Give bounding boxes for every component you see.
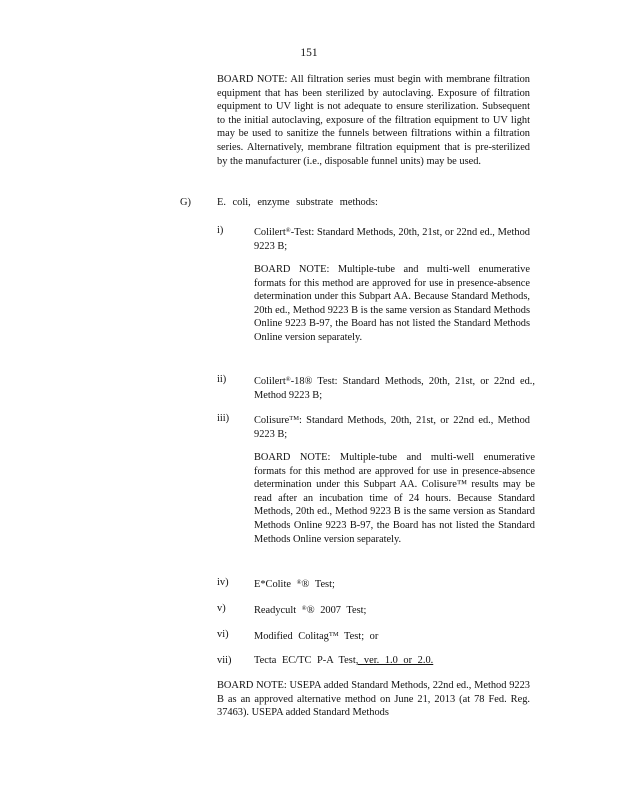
item-iv-text: ® Test; bbox=[301, 579, 335, 590]
section-g-heading: E. coli, enzyme substrate methods: bbox=[217, 197, 378, 208]
item-v-name: Readycult bbox=[254, 605, 297, 616]
item-v bbox=[254, 602, 366, 618]
item-label-iii: iii) bbox=[217, 413, 230, 424]
section-g-label: G) bbox=[180, 197, 191, 208]
board-note-colisure: BOARD NOTE: Multiple-tube and multi-well enumerative formats for this method are approved for use in presence-absence determination under this Subpart AA. Colisure™ results may be read after an incubation time of 24 hours. Because Standard Methods, 20th ed., Method 9223 B is the same version as Standard Methods Online 9223 B-97, the Board has not listed the Standard Methods Online version separately. bbox=[254, 452, 535, 545]
item-iv-name: E*Colite bbox=[254, 579, 291, 590]
item-ii-name: Colilert bbox=[254, 376, 286, 387]
item-i bbox=[254, 224, 530, 253]
item-iii-mark: TM bbox=[289, 415, 299, 422]
item-vii-text: , ver. 1.0 or 2.0. bbox=[355, 655, 434, 666]
item-vii-name: Tecta EC/TC P-A Test bbox=[254, 655, 356, 666]
item-ii bbox=[254, 373, 535, 402]
item-iii-name: Colisure bbox=[254, 415, 290, 426]
item-ii-text: -18® Test: Standard Methods, 20th, 21st, or 22nd ed., Method 9223 B; bbox=[254, 376, 535, 401]
item-vi-mark: TM bbox=[328, 631, 339, 638]
item-i-text: -Test: Standard Methods, 20th, 21st, or 22nd ed., Method 9223 B; bbox=[254, 227, 530, 252]
item-label-ii: ii) bbox=[217, 374, 227, 385]
item-vi-name: Modified Colitag bbox=[254, 631, 329, 642]
item-i-mark: ® bbox=[285, 227, 291, 234]
item-vi-text: Test; or bbox=[338, 631, 379, 642]
item-ii-mark: ® bbox=[285, 376, 291, 383]
page-number: 151 bbox=[300, 47, 318, 59]
board-note-colilert: BOARD NOTE: Multiple-tube and multi-well enumerative formats for this method are approved for use in presence-absence determination under this Subpart AA. Because Standard Methods, 20th ed., Method 9223 B is the same version as Standard Methods Online 9223 B-97, the Board has not listed the Standard Methods Online version separately. bbox=[254, 264, 530, 343]
item-iv bbox=[254, 576, 335, 592]
item-iii bbox=[254, 412, 530, 441]
item-v-text: ® 2007 Test; bbox=[306, 605, 367, 616]
board-note-intro: BOARD NOTE: All filtration series must begin with membrane filtration equipment that has been sterilized by autoclaving. Exposure of filtration equipment to UV light is not adequate to ensure sterilization. Subsequent to the initial autoclaving, exposure of the filtration equipment to UV light may be used to sanitize the funnels between filtrations within a filtration series. Alternatively, membrane filtration equipment that is pre-sterilized by the manufacturer (i.e., disposable funnel units) may be used. bbox=[217, 74, 530, 167]
item-v-mark: ® bbox=[301, 605, 307, 612]
item-iii-text: : Standard Methods, 20th, 21st, or 22nd ed., Method 9223 B; bbox=[254, 415, 530, 440]
item-vii bbox=[254, 654, 433, 668]
item-vi bbox=[254, 628, 378, 644]
item-label-vii: vii) bbox=[217, 655, 232, 666]
item-label-vi: vi) bbox=[217, 629, 229, 640]
item-i-name: Colilert bbox=[254, 227, 286, 238]
item-iv-mark: ® bbox=[296, 579, 302, 586]
item-label-i: i) bbox=[217, 225, 224, 236]
item-label-iv: iv) bbox=[217, 577, 229, 588]
board-note-final: BOARD NOTE: USEPA added Standard Methods, 22nd ed., Method 9223 B as an approved alternative method on June 21, 2013 (at 78 Fed. Reg. 37463). USEPA added Standard Methods bbox=[217, 680, 530, 719]
item-label-v: v) bbox=[217, 603, 226, 614]
